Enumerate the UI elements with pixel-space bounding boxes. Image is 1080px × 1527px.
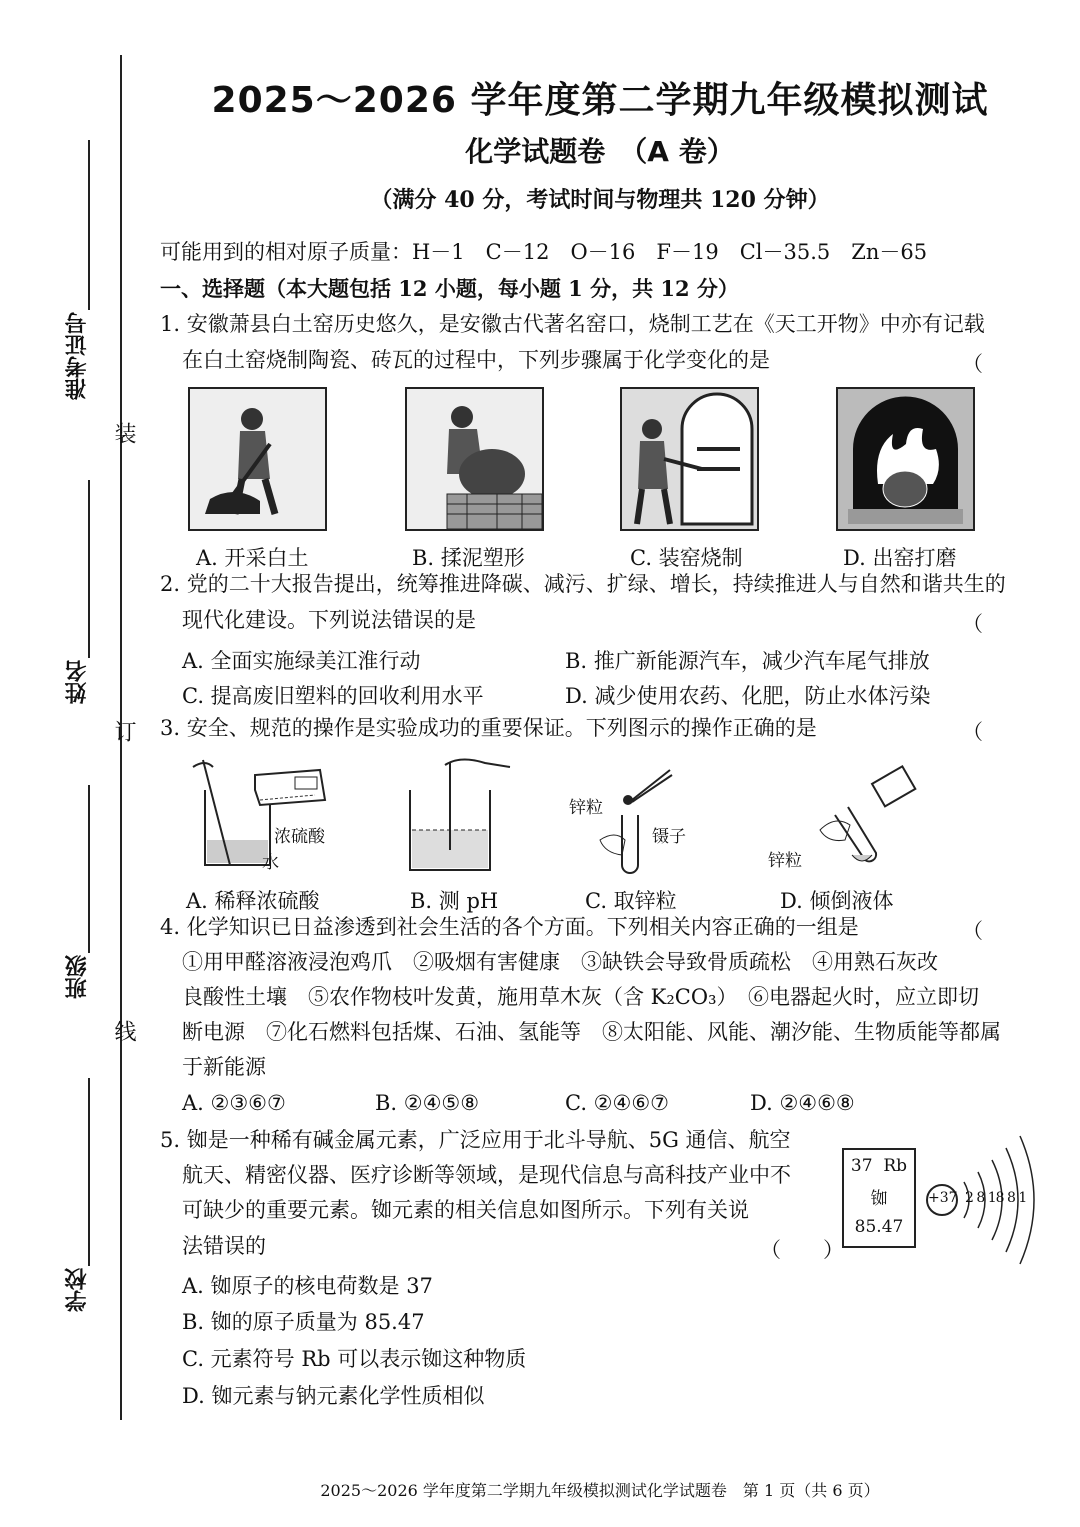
name-label: 姓名 [65,660,90,704]
q4-option-b[interactable]: B. ②④⑤⑧ [375,1091,480,1115]
nucleus-charge: +37 [928,1190,958,1206]
bind-word-zhuang: 装 [111,422,136,444]
q2-answer-paren[interactable]: （ [962,612,983,636]
q5-stem-line3: 可缺少的重要元素。铷元素的相关信息如图所示。下列有关说 [182,1198,749,1222]
q1-image-d [836,387,975,531]
q2-stem-line1: 2. 党的二十大报告提出，统筹推进降碳、减污、扩绿、增长，持续推进人与自然和谐共生的 [160,572,1006,596]
q1-stem-line2: 在白土窑烧制陶瓷、砖瓦的过程中，下列步骤属于化学变化的是 [182,348,770,372]
element-number: 37 [850,1156,873,1176]
q2-option-d[interactable]: D. 减少使用农药、化肥，防止水体污染 [565,684,931,708]
q4-option-a[interactable]: A. ②③⑥⑦ [182,1091,286,1115]
q3-answer-paren[interactable]: （ [962,720,983,744]
q3-stem: 3. 安全、规范的操作是实验成功的重要保证。下列图示的操作正确的是 [160,716,817,740]
q3-label-water: 水 [262,853,279,873]
bind-word-ding: 订 [111,720,136,742]
q1-image-c [620,387,759,531]
q4-answer-paren[interactable]: （ [962,919,983,943]
q5-option-d[interactable]: D. 铷元素与钠元素化学性质相似 [182,1384,485,1408]
q4-option-c[interactable]: C. ②④⑥⑦ [565,1091,669,1115]
element-name: 铷 [870,1189,888,1209]
q4-line4: 断电源 ⑦化石燃料包括煤、石油、氢能等 ⑧太阳能、风能、潮汐能、生物质能等都属 [182,1020,1001,1044]
page-subtitle: 化学试题卷 （A 卷） [465,135,735,168]
q4-stem: 4. 化学知识已日益渗透到社会生活的各个方面。下列相关内容正确的一组是 [160,915,859,939]
element-symbol: Rb [883,1156,908,1176]
q1-stem-line1: 1. 安徽萧县白土窑历史悠久，是安徽古代著名窑口，烧制工艺在《天工开物》中亦有记载 [160,312,985,336]
q3-option-c[interactable]: C. 取锌粒 [585,889,677,913]
q2-option-a[interactable]: A. 全面实施绿美江淮行动 [182,649,421,673]
q2-option-b[interactable]: B. 推广新能源汽车，减少汽车尾气排放 [565,649,930,673]
page-footer: 2025～2026 学年度第二学期九年级模拟测试化学试题卷 第 1 页（共 6 页） [320,1481,880,1500]
q1-option-c[interactable]: C. 装窑烧制 [630,546,743,570]
bind-word-xian: 线 [111,1020,136,1042]
q4-line2: ①用甲醛溶液浸泡鸡爪 ②吸烟有害健康 ③缺铁会导致骨质疏松 ④用熟石灰改 [182,950,938,974]
q3-option-d[interactable]: D. 倾倒液体 [780,889,894,913]
q1-option-d[interactable]: D. 出窑打磨 [843,546,957,570]
q3-label-tweezers: 镊子 [652,827,686,847]
q1-option-b[interactable]: B. 揉泥塑形 [412,546,525,570]
q4-line5: 于新能源 [182,1055,266,1079]
q1-answer-paren[interactable]: （ [962,352,983,376]
q5-option-a[interactable]: A. 铷原子的核电荷数是 37 [182,1274,433,1298]
page-title: 2025～2026 学年度第二学期九年级模拟测试 [211,80,989,121]
q1-option-a[interactable]: A. 开采白土 [196,546,309,570]
q5-answer-paren[interactable]: （ ） [760,1238,844,1262]
q3-option-a[interactable]: A. 稀释浓硫酸 [186,889,320,913]
atomic-masses: 可能用到的相对原子质量：H－1 C－12 O－16 F－19 Cl－35.5 Zn－65 [160,240,928,264]
q3-label-zinc1: 锌粒 [569,798,603,818]
q3-label-zinc2: 锌粒 [768,851,802,871]
exam-note: （满分 40 分，考试时间与物理共 120 分钟） [370,187,830,213]
q5-stem-line2: 航天、精密仪器、医疗诊断等领域，是现代信息与高科技产业中不 [182,1163,791,1187]
q2-stem-line2: 现代化建设。下列说法错误的是 [182,608,476,632]
q1-image-b [405,387,544,531]
exam-id-label: 准考证号 [65,312,90,400]
class-blank[interactable] [88,785,90,953]
class-label: 班级 [65,955,90,999]
q4-option-d[interactable]: D. ②④⑥⑧ [750,1091,855,1115]
q3-image-b [400,755,520,875]
element-mass: 85.47 [854,1217,904,1237]
school-blank[interactable] [88,1078,90,1266]
section-heading: 一、选择题（本大题包括 12 小题，每小题 1 分，共 12 分） [160,276,739,301]
school-label: 学校 [65,1268,90,1312]
q5-option-b[interactable]: B. 铷的原子质量为 85.47 [182,1310,425,1334]
q5-stem-line4: 法错误的 [182,1234,266,1258]
q2-option-c[interactable]: C. 提高废旧塑料的回收利用水平 [182,684,484,708]
q5-stem-line1: 5. 铷是一种稀有碱金属元素，广泛应用于北斗导航、5G 通信、航空 [160,1128,791,1152]
name-blank[interactable] [88,480,90,658]
electron-shells: 2 8 18 8 1 [965,1190,1027,1206]
q4-line3: 良酸性土壤 ⑤农作物枝叶发黄，施用草木灰（含 K₂CO₃） ⑥电器起火时，应立即切 [182,985,979,1009]
q5-option-c[interactable]: C. 元素符号 Rb 可以表示铷这种物质 [182,1347,527,1371]
q1-image-a [188,387,327,531]
q3-label-acid: 浓硫酸 [274,827,325,847]
q3-image-d [790,755,940,875]
q3-option-b[interactable]: B. 测 pH [410,889,499,913]
element-card-rb [842,1148,916,1248]
